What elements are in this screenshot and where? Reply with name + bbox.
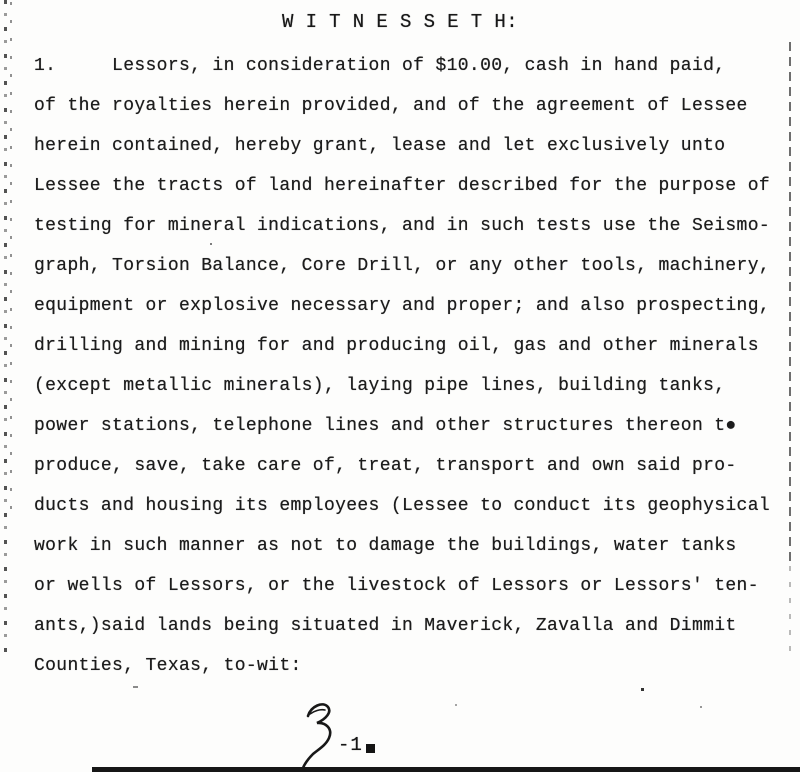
left-edge-scan-marks (4, 0, 7, 658)
scan-speck (455, 704, 457, 706)
right-edge-scan-marks (789, 566, 791, 656)
document-line: ducts and housing its employees (Lessee to conduct its geophysical (34, 496, 771, 516)
document-line: equipment or explosive necessary and proper; and also prospecting, (34, 296, 771, 316)
document-line: Counties, Texas, to-wit: (34, 656, 302, 676)
document-body (34, 46, 779, 686)
scan-speck (641, 688, 644, 691)
bottom-edge-scan-bar (92, 767, 800, 772)
document-line: power stations, telephone lines and other structures thereon t● (34, 416, 737, 436)
document-line: drilling and mining for and producing oil, gas and other minerals (34, 336, 759, 356)
document-line: graph, Torsion Balance, Core Drill, or any other tools, machinery, (34, 256, 771, 276)
left-edge-scan-marks (10, 2, 12, 522)
handwritten-page-number (300, 701, 338, 771)
document-line: (except metallic minerals), laying pipe lines, building tanks, (34, 376, 726, 396)
scan-speck (133, 686, 138, 688)
document-line: or wells of Lessors, or the livestock of Lessors or Lessors' ten- (34, 576, 759, 596)
document-line: of the royalties herein provided, and of the agreement of Lessee (34, 96, 748, 116)
document-line: Lessee the tracts of land hereinafter described for the purpose of (34, 176, 771, 196)
document-line: 1. Lessors, in consideration of $10.00, cash in hand paid, (34, 56, 726, 76)
document-line: produce, save, take care of, treat, transport and own said pro- (34, 456, 737, 476)
ink-blot (366, 744, 375, 753)
scan-speck (210, 243, 212, 245)
document-line: testing for mineral indications, and in such tests use the Seismo- (34, 216, 771, 236)
document-line: ants,)said lands being situated in Maverick, Zavalla and Dimmit (34, 616, 737, 636)
document-line: work in such manner as not to damage the buildings, water tanks (34, 536, 737, 556)
handwritten-numeral-3-drawing (300, 701, 338, 771)
page-number: -1 (338, 734, 363, 756)
scan-speck (700, 706, 702, 708)
document-line: herein contained, hereby grant, lease and let exclusively unto (34, 136, 726, 156)
witnesseth-heading: W I T N E S S E T H: (281, 11, 519, 33)
right-edge-scan-marks (789, 42, 791, 564)
